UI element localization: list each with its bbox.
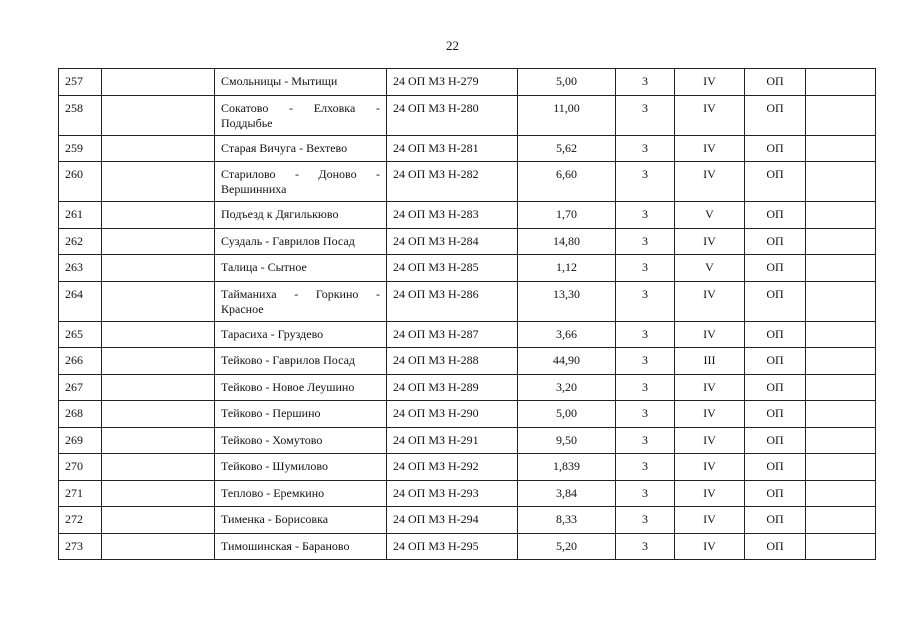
empty-cell: [102, 202, 215, 229]
empty-cell: [806, 255, 876, 282]
road-code-cell: 24 ОП МЗ Н-289: [387, 374, 518, 401]
road-significance-cell: ОП: [745, 401, 806, 428]
row-number-cell: 257: [59, 69, 102, 96]
empty-cell: [102, 321, 215, 348]
road-name-cell: Тарасиха - Груздево: [215, 321, 387, 348]
road-significance-cell: ОП: [745, 228, 806, 255]
road-significance-cell: ОП: [745, 162, 806, 202]
road-significance-cell: ОП: [745, 454, 806, 481]
empty-cell: [806, 507, 876, 534]
road-name-cell: Тейково - Гаврилов Посад: [215, 348, 387, 375]
road-code-cell: 24 ОП МЗ Н-295: [387, 533, 518, 560]
empty-cell: [102, 480, 215, 507]
road-category-cell: 3: [616, 401, 675, 428]
empty-cell: [806, 533, 876, 560]
table-row: [59, 281, 876, 321]
empty-cell: [102, 427, 215, 454]
row-number-cell: 267: [59, 374, 102, 401]
road-category-cell: 3: [616, 480, 675, 507]
empty-cell: [806, 348, 876, 375]
empty-cell: [806, 95, 876, 135]
empty-cell: [806, 480, 876, 507]
road-code-cell: 24 ОП МЗ Н-292: [387, 454, 518, 481]
row-number-cell: 272: [59, 507, 102, 534]
empty-cell: [102, 95, 215, 135]
road-name-cell: Тейково - Хомутово: [215, 427, 387, 454]
table-row: [59, 454, 876, 481]
empty-cell: [102, 135, 215, 162]
road-significance-cell: ОП: [745, 202, 806, 229]
road-category-cell: 3: [616, 533, 675, 560]
empty-cell: [806, 162, 876, 202]
road-class-cell: IV: [675, 533, 745, 560]
row-number-cell: 261: [59, 202, 102, 229]
road-length-cell: 6,60: [518, 162, 616, 202]
road-code-cell: 24 ОП МЗ Н-291: [387, 427, 518, 454]
road-length-cell: 1,839: [518, 454, 616, 481]
road-class-cell: IV: [675, 401, 745, 428]
road-class-cell: IV: [675, 135, 745, 162]
road-class-cell: IV: [675, 427, 745, 454]
road-code-cell: 24 ОП МЗ Н-284: [387, 228, 518, 255]
table-row: [59, 202, 876, 229]
road-category-cell: 3: [616, 281, 675, 321]
row-number-cell: 273: [59, 533, 102, 560]
road-significance-cell: ОП: [745, 374, 806, 401]
empty-cell: [102, 228, 215, 255]
road-name-cell: Тимошинская - Бараново: [215, 533, 387, 560]
road-significance-cell: ОП: [745, 135, 806, 162]
road-length-cell: 5,62: [518, 135, 616, 162]
road-significance-cell: ОП: [745, 255, 806, 282]
road-length-cell: 9,50: [518, 427, 616, 454]
empty-cell: [806, 374, 876, 401]
empty-cell: [806, 401, 876, 428]
road-name-cell: Суздаль - Гаврилов Посад: [215, 228, 387, 255]
table-row: [59, 427, 876, 454]
row-number-cell: 271: [59, 480, 102, 507]
road-significance-cell: ОП: [745, 533, 806, 560]
road-name-cell: Смольницы - Мытищи: [215, 69, 387, 96]
empty-cell: [102, 507, 215, 534]
row-number-cell: 268: [59, 401, 102, 428]
row-number-cell: 263: [59, 255, 102, 282]
table-row: [59, 321, 876, 348]
road-name-cell: Тейково - Шумилово: [215, 454, 387, 481]
road-significance-cell: ОП: [745, 281, 806, 321]
road-class-cell: IV: [675, 281, 745, 321]
road-code-cell: 24 ОП МЗ Н-290: [387, 401, 518, 428]
row-number-cell: 270: [59, 454, 102, 481]
road-category-cell: 3: [616, 348, 675, 375]
road-category-cell: 3: [616, 228, 675, 255]
empty-cell: [102, 69, 215, 96]
road-class-cell: V: [675, 202, 745, 229]
table-row: [59, 69, 876, 96]
road-significance-cell: ОП: [745, 427, 806, 454]
road-name-cell: Подъезд к Дягилькюво: [215, 202, 387, 229]
road-length-cell: 8,33: [518, 507, 616, 534]
road-length-cell: 13,30: [518, 281, 616, 321]
road-code-cell: 24 ОП МЗ Н-293: [387, 480, 518, 507]
road-length-cell: 44,90: [518, 348, 616, 375]
road-length-cell: 3,66: [518, 321, 616, 348]
empty-cell: [102, 401, 215, 428]
road-code-cell: 24 ОП МЗ Н-288: [387, 348, 518, 375]
empty-cell: [806, 228, 876, 255]
row-number-cell: 258: [59, 95, 102, 135]
road-name-cell: Тейково - Новое Леушино: [215, 374, 387, 401]
table-row: [59, 255, 876, 282]
row-number-cell: 262: [59, 228, 102, 255]
empty-cell: [806, 69, 876, 96]
empty-cell: [102, 374, 215, 401]
row-number-cell: 265: [59, 321, 102, 348]
road-name-cell: Старилово - Доново - Вершинниха: [215, 162, 387, 202]
road-category-cell: 3: [616, 162, 675, 202]
table-row: [59, 533, 876, 560]
road-significance-cell: ОП: [745, 321, 806, 348]
road-name-cell: Старая Вичуга - Вехтево: [215, 135, 387, 162]
road-code-cell: 24 ОП МЗ Н-282: [387, 162, 518, 202]
road-name-cell: Сокатово - Елховка - Поддыбье: [215, 95, 387, 135]
empty-cell: [102, 162, 215, 202]
road-code-cell: 24 ОП МЗ Н-287: [387, 321, 518, 348]
road-class-cell: IV: [675, 454, 745, 481]
table-row: [59, 348, 876, 375]
road-category-cell: 3: [616, 507, 675, 534]
road-class-cell: IV: [675, 321, 745, 348]
road-length-cell: 3,20: [518, 374, 616, 401]
road-class-cell: V: [675, 255, 745, 282]
row-number-cell: 269: [59, 427, 102, 454]
empty-cell: [102, 281, 215, 321]
road-category-cell: 3: [616, 255, 675, 282]
empty-cell: [806, 427, 876, 454]
road-code-cell: 24 ОП МЗ Н-279: [387, 69, 518, 96]
road-category-cell: 3: [616, 374, 675, 401]
table-row: [59, 228, 876, 255]
road-significance-cell: ОП: [745, 480, 806, 507]
empty-cell: [806, 454, 876, 481]
road-length-cell: 14,80: [518, 228, 616, 255]
empty-cell: [806, 202, 876, 229]
empty-cell: [102, 533, 215, 560]
road-significance-cell: ОП: [745, 507, 806, 534]
empty-cell: [806, 281, 876, 321]
road-length-cell: 3,84: [518, 480, 616, 507]
road-length-cell: 5,20: [518, 533, 616, 560]
empty-cell: [102, 255, 215, 282]
road-category-cell: 3: [616, 427, 675, 454]
road-code-cell: 24 ОП МЗ Н-285: [387, 255, 518, 282]
road-code-cell: 24 ОП МЗ Н-281: [387, 135, 518, 162]
empty-cell: [806, 321, 876, 348]
road-length-cell: 1,12: [518, 255, 616, 282]
table-row: [59, 374, 876, 401]
row-number-cell: 259: [59, 135, 102, 162]
road-length-cell: 5,00: [518, 401, 616, 428]
road-class-cell: IV: [675, 480, 745, 507]
roads-table: [58, 68, 876, 560]
road-significance-cell: ОП: [745, 69, 806, 96]
table-row: [59, 162, 876, 202]
road-name-cell: Теплово - Еремкино: [215, 480, 387, 507]
road-category-cell: 3: [616, 95, 675, 135]
road-class-cell: IV: [675, 374, 745, 401]
road-code-cell: 24 ОП МЗ Н-294: [387, 507, 518, 534]
empty-cell: [102, 348, 215, 375]
road-name-cell: Тейково - Першино: [215, 401, 387, 428]
road-code-cell: 24 ОП МЗ Н-280: [387, 95, 518, 135]
road-length-cell: 11,00: [518, 95, 616, 135]
road-category-cell: 3: [616, 454, 675, 481]
row-number-cell: 260: [59, 162, 102, 202]
road-category-cell: 3: [616, 202, 675, 229]
road-length-cell: 1,70: [518, 202, 616, 229]
road-name-cell: Тайманиха - Горкино - Красное: [215, 281, 387, 321]
table-body: [59, 69, 876, 560]
row-number-cell: 264: [59, 281, 102, 321]
road-name-cell: Талица - Сытное: [215, 255, 387, 282]
road-class-cell: III: [675, 348, 745, 375]
road-class-cell: IV: [675, 69, 745, 96]
road-class-cell: IV: [675, 162, 745, 202]
table-row: [59, 135, 876, 162]
empty-cell: [806, 135, 876, 162]
road-code-cell: 24 ОП МЗ Н-283: [387, 202, 518, 229]
table-row: [59, 480, 876, 507]
road-class-cell: IV: [675, 507, 745, 534]
road-name-cell: Тименка - Борисовка: [215, 507, 387, 534]
road-category-cell: 3: [616, 135, 675, 162]
road-significance-cell: ОП: [745, 95, 806, 135]
road-length-cell: 5,00: [518, 69, 616, 96]
road-significance-cell: ОП: [745, 348, 806, 375]
empty-cell: [102, 454, 215, 481]
table-row: [59, 507, 876, 534]
road-category-cell: 3: [616, 69, 675, 96]
road-category-cell: 3: [616, 321, 675, 348]
road-class-cell: IV: [675, 95, 745, 135]
table-row: [59, 401, 876, 428]
row-number-cell: 266: [59, 348, 102, 375]
table-row: [59, 95, 876, 135]
road-code-cell: 24 ОП МЗ Н-286: [387, 281, 518, 321]
page-number: 22: [446, 38, 459, 53]
road-class-cell: IV: [675, 228, 745, 255]
